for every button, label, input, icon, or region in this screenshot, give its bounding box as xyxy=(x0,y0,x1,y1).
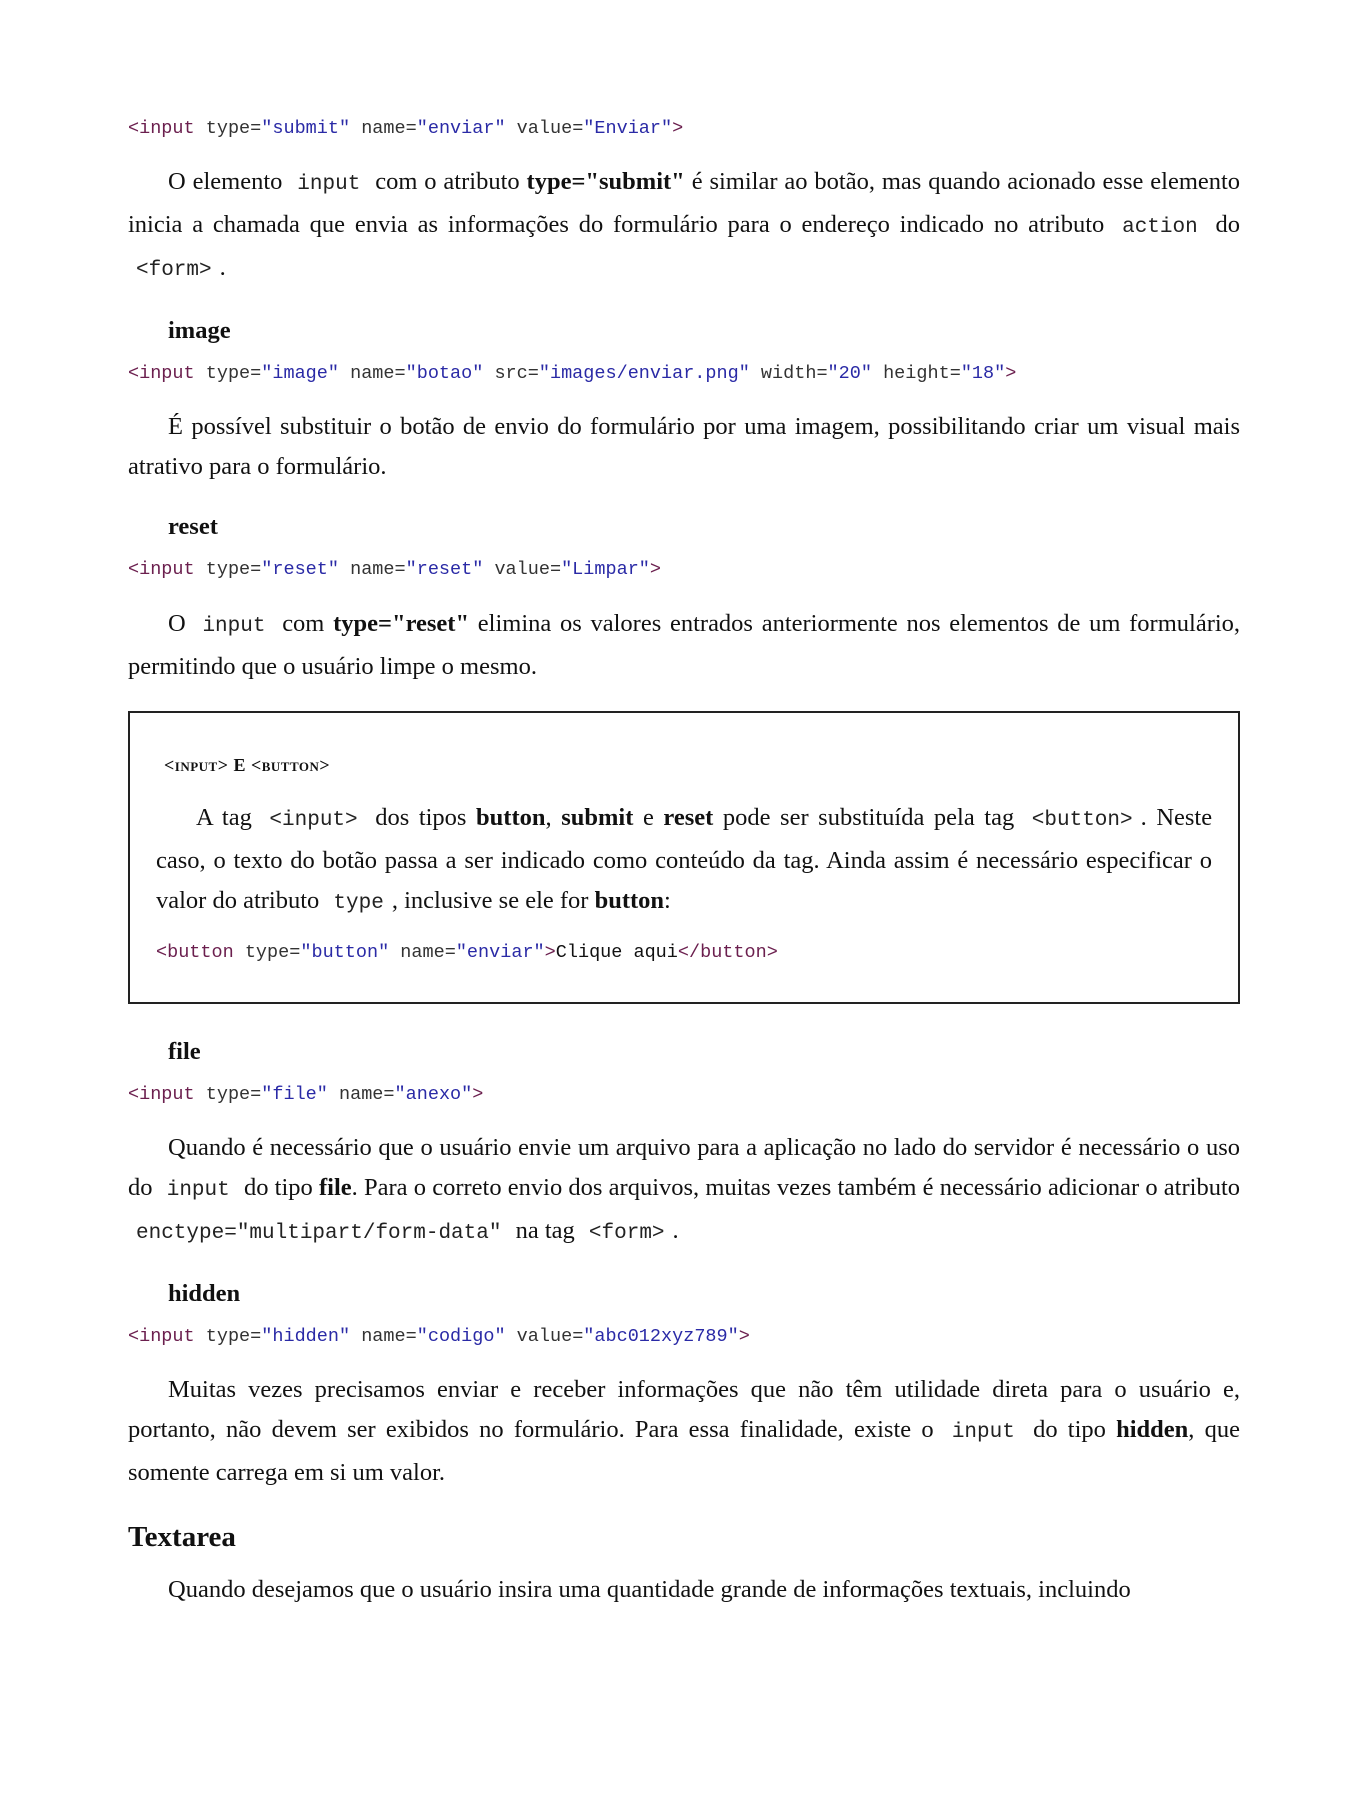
heading-reset: reset xyxy=(168,513,218,541)
code-image: <input type="image" name="botao" src="images/enviar.png" width="20" height="18"> xyxy=(128,363,1017,385)
image-paragraph: É possível substituir o botão de envio do formulário por uma imagem, possibilitando criar um visual mais atrativo para o formulário. xyxy=(128,413,1240,481)
note-box xyxy=(128,711,1240,1004)
file-paragraph: Quando é necessário que o usuário envie um arquivo para a aplicação no lado do servidor é necessário o uso do input do tipo file. Para o correto envio dos arquivos, muitas vezes também é necessário adicionar o atributo enctype="multipart/form-data" na tag <form> . xyxy=(128,1133,1241,1245)
code-hidden: <input type="hidden" name="codigo" value="abc012xyz789"> xyxy=(128,1325,750,1347)
submit-paragraph: O elemento input com o atributo type="submit" é similar ao botão, mas quando acionado esse elemento inicia a chamada que envia as informações do formulário para o endereço indicado no atributo action do <form> . xyxy=(128,168,1241,283)
code-file: <input type="file" name="anexo"> xyxy=(128,1083,484,1105)
hidden-paragraph: Muitas vezes precisamos enviar e receber informações que não têm utilidade direta para o usuário e, portanto, não devem ser exibidos no formulário. Para essa finalidade, existe o input do tipo hidden, que somente carrega em si um valor. xyxy=(128,1376,1241,1487)
heading-hidden: hidden xyxy=(168,1279,241,1307)
note-box-paragraph: A tag <input> dos tipos button, submit e reset pode ser substituída pela tag <button> . Neste caso, o texto do botão passa a ser indicado como conteúdo da tag. Ainda assim é necessário especificar o valor do atributo type , inclusive se ele for button: xyxy=(156,803,1213,915)
heading-file: file xyxy=(168,1037,201,1065)
reset-paragraph: O input com type="reset" elimina os valores entrados anteriormente nos elementos de um formulário, permitindo que o usuário limpe o mesmo. xyxy=(128,609,1241,680)
code-submit: <input type="submit" name="enviar" value="Enviar"> xyxy=(128,118,684,139)
textarea-paragraph: Quando desejamos que o usuário insira uma quantidade grande de informações textuais, incluindo xyxy=(168,1576,1131,1604)
note-box-title: <INPUT> E <BUTTON> xyxy=(164,754,331,775)
code-button: <button type="button" name="enviar">Clique aqui</button> xyxy=(156,941,778,963)
heading-textarea: Textarea xyxy=(128,1521,236,1554)
code-reset: <input type="reset" name="reset" value="Limpar"> xyxy=(128,559,662,581)
heading-image: image xyxy=(168,317,231,345)
